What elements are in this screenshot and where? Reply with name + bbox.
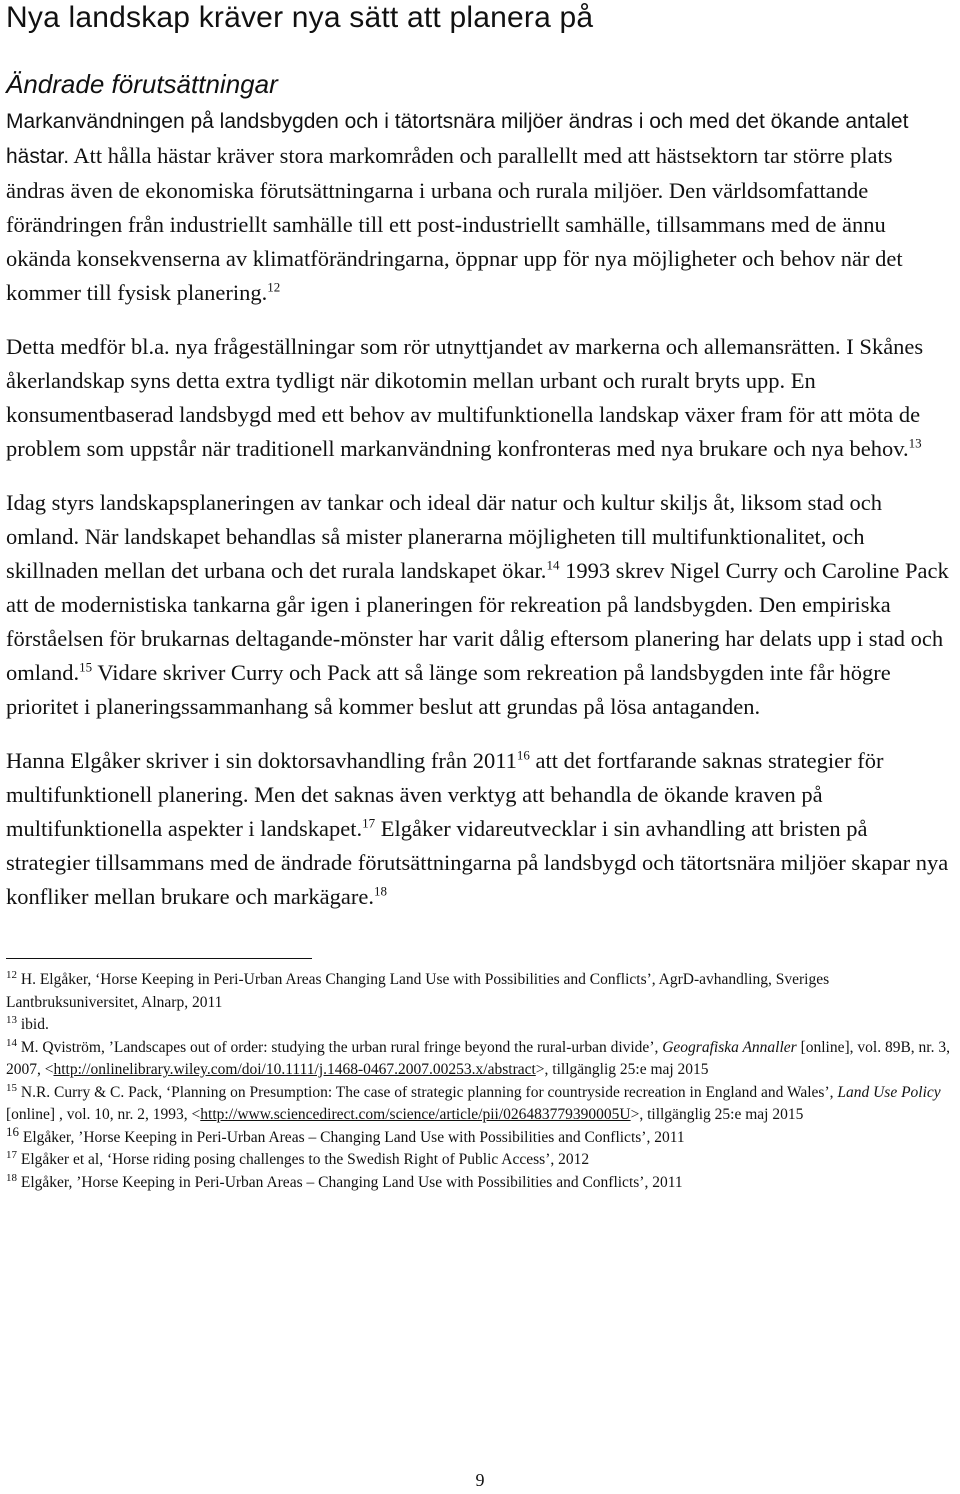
footnotes [6, 969, 956, 1194]
footnote-text: [online] , vol. 10, nr. 2, 1993, < [6, 1106, 201, 1123]
page-number: 9 [475, 1470, 485, 1490]
paragraph-1-body: Att hålla hästar kräver stora markområden och parallellt med att hästsektorn tar större plats ändras även de ekonomiska förutsättningarna i urbana och rurala miljöer. Den världsomfattande förändringen från industriellt samhälle till ett post-industriellt samhälle, tillsammans med de ännu okända konsekvenserna av klimatförändringarna, öppnar upp för nya möjligheter och behov när det kommer till fysisk planering. [6, 143, 903, 305]
footnote-13 [6, 1014, 956, 1037]
paragraph-3 [6, 486, 956, 724]
section-heading: Ändrade förutsättningar [6, 69, 278, 99]
footnote-14 [6, 1037, 956, 1082]
paragraph-1 [6, 104, 956, 310]
footnote-ref-18[interactable]: 18 [373, 883, 387, 899]
footnote-text: >, tillgänglig 25:e maj 2015 [535, 1061, 709, 1078]
footnote-ref-13[interactable]: 13 [908, 435, 922, 451]
footnote-ref-15[interactable]: 15 [79, 659, 93, 675]
footnote-ref-12[interactable]: 12 [267, 279, 281, 295]
footnote-link[interactable]: http://www.sciencedirect.com/science/article/pii/026483779390005U [200, 1106, 631, 1123]
footnote-number: 13 [6, 1013, 17, 1026]
paragraph-4 [6, 744, 956, 914]
paragraph-3-body-b: 1993 skrev Nigel Curry och Caroline Pack att de modernistiska tankarna går igen i planeringen för rekreation på landsbygden. Den empiriska förståelsen för brukarnas deltagande-mönster har varit dålig eftersom planering har delats upp i stad och omland. [6, 558, 949, 685]
footnote-text: H. Elgåker, ‘Horse Keeping in Peri-Urban Areas Changing Land Use with Possibilities and Conflicts’, AgrD-avhandling, Sveriges Lantbruksuniversitet, Alnarp, 2011 [6, 971, 830, 1011]
footnote-number: 18 [6, 1171, 17, 1184]
page-title: Nya landskap kräver nya sätt att planera på [6, 1, 594, 34]
footnote-number: 14 [6, 1036, 17, 1049]
footnote-text: Elgåker, ’Horse Keeping in Peri-Urban Areas – Changing Land Use with Possibilities and Conflicts’, 2011 [17, 1173, 683, 1191]
paragraph-2-body: Detta medför bl.a. nya frågeställningar som rör utnyttjandet av markerna och allemansrätten. I Skånes åkerlandskap syns detta extra tydligt när dikotomin mellan urbant och ruralt bryts upp. En konsumentbaserad landsbygd med ett behov av multifunktionella landskap växer fram för att möta de problem som uppstår när traditionell markanvändning konfronteras med nya brukare och nya behov. [6, 334, 924, 461]
footnote-text: Elgåker, ’Horse Keeping in Peri-Urban Areas – Changing Land Use with Possibilities and Conflicts’, 2011 [19, 1128, 685, 1146]
footnote-journal: Land Use Policy [837, 1083, 941, 1101]
footnote-text: M. Qviström, ’Landscapes out of order: studying the urban rural fringe beyond the rural-urban divide’, [17, 1038, 663, 1056]
document-page [6, 0, 956, 1194]
footnote-text: [online], vol. 89B, nr. 3, 2007, < [6, 1038, 950, 1078]
footnote-15 [6, 1082, 956, 1127]
footnote-text: N.R. Curry & C. Pack, ‘Planning on Presumption: The case of strategic planning for countryside recreation in England and Wales’, [17, 1083, 838, 1101]
footnote-number: 17 [6, 1148, 17, 1161]
footnote-17 [6, 1149, 956, 1172]
paragraph-2 [6, 330, 956, 466]
footnote-number: 12 [6, 968, 17, 981]
paragraph-4-body-c: Elgåker vidareutvecklar i sin avhandling att bristen på strategier tillsammans med de ändrade förutsättningarna på landsbygd och tätortsnära miljöer skapar nya konfliker mellan brukare och markägare. [6, 816, 949, 909]
paragraph-1-lead: Markanvändningen på landsbygden och i tätortsnära miljöer ändras i och med det ökande antalet hästar. [6, 110, 909, 168]
paragraph-4-body-b: att det fortfarande saknas strategier för multifunktionell planering. Men det saknas även verktyg att behandla de ökande kraven på multifunktionella aspekter i landskapet. [6, 748, 884, 841]
footnote-ref-14[interactable]: 14 [546, 557, 560, 573]
paragraph-3-body-a: Idag styrs landskapsplaneringen av tankar och ideal där natur och kultur skiljs åt, liksom stad och omland. När landskapet behandlas så mister planerarna möjligheten till multifunktionalitet, och skillnaden mellan det urbana och det rurala landskapet ökar. [6, 490, 883, 583]
footnote-number: 15 [6, 1081, 17, 1094]
footnote-ref-16[interactable]: 16 [516, 747, 530, 763]
footnote-text: ibid. [17, 1016, 49, 1033]
footnote-journal: Geografiska Annaller [662, 1038, 797, 1056]
footnote-link[interactable]: http://onlinelibrary.wiley.com/doi/10.1111/j.1468-0467.2007.00253.x/abstract [53, 1061, 536, 1078]
footnote-number: 16 [6, 1123, 19, 1139]
footnote-text: Elgåker et al, ‘Horse riding posing challenges to the Swedish Right of Public Access’, 2012 [17, 1151, 590, 1168]
paragraph-3-body-c: Vidare skriver Curry och Pack att så länge som rekreation på landsbygden inte får högre prioritet i planeringssammanhang så kommer beslut att grundas på lösa antaganden. [6, 660, 891, 719]
footnote-ref-17[interactable]: 17 [362, 815, 376, 831]
footnote-separator [6, 958, 312, 959]
footnote-text: >, tillgänglig 25:e maj 2015 [630, 1106, 804, 1123]
footnote-16 [6, 1123, 956, 1150]
footnote-18 [6, 1172, 956, 1195]
paragraph-4-body-a: Hanna Elgåker skriver i sin doktorsavhandling från 2011 [6, 748, 517, 773]
footnote-12 [6, 969, 956, 1014]
